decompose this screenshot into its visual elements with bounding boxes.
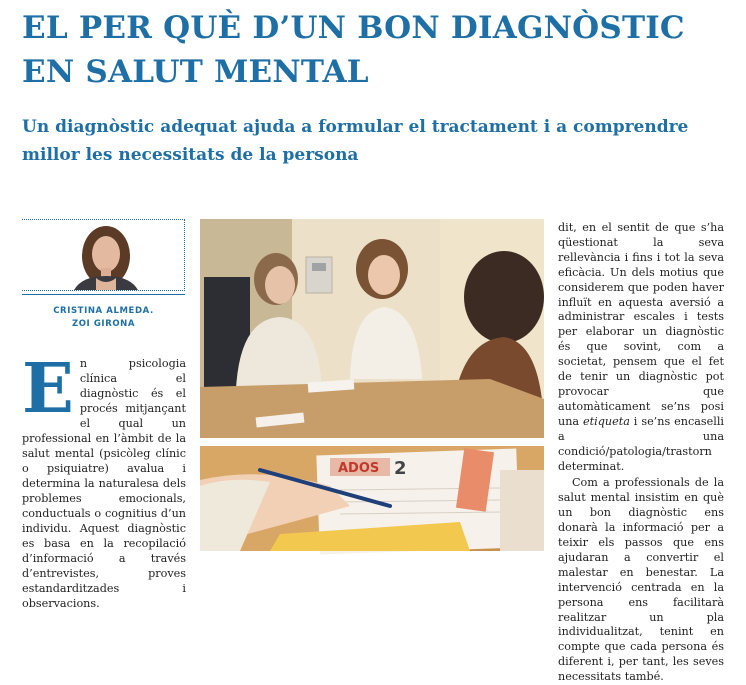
paragraph-1-text-a: dit, en el sentit de que s’ha qüestionat la seva rellevància i fins i tot la seva eficàcia. Un dels motius que considerem que poden haver influït en aquesta aversió a administrar escales i tests per elaborar un diagnòstic és que sovint, com a societat, pensem que el fet de tenir un diagnòstic pot provocar que automàticament se’ns posi una [558,221,724,428]
form-label: ADOS [338,461,380,476]
author-portrait-image [22,220,184,290]
author-divider [22,294,185,295]
drop-cap: E [22,349,74,429]
body-paragraph-2: Com a professionals de la salut mental insistim en què un bon diagnòstic ens donarà la informació per a teixir els passos que ens ajudaran a convertir el malestar en benestar. La intervenció centrada en la persona ens facilitarà realitzar un pla individualitzat, tenint en compte que cada persona és diferent i, per tant, les seves necessitats també. [558,476,724,684]
author-name-2: ZOI GIRONA [71,319,136,329]
paragraph-1-text-b: i se’ns encaselli a una condició/patologia/trastorn determinat. [558,414,724,473]
body-column-1-text: n psicologia clínica el diagnòstic és el procés mitjançant el qual un professional en l’àmbit de la salut mental (psicòleg clínic o psiquiatre) avalua i determina la naturalesa dels problemes emocionals, conductuals o cognitius d’un individu. Aquest diagnòstic es basa en la recopilació d’informació a través d’entrevistes, proves estandarditzades i observacions. [22,357,186,610]
secondary-photo [200,446,544,551]
body-column-1 [22,349,186,610]
article-headline: EL PER QUÈ D’UN BON DIAGNÒSTIC EN SALUT MENTAL [22,10,685,90]
form-number: 2 [394,458,407,479]
main-photo [200,219,544,438]
body-paragraph-1 [558,221,724,474]
main-photo-image [200,219,544,438]
author-portrait [22,219,185,291]
paragraph-1-emphasis: etiqueta [583,414,630,428]
author-credit [22,305,185,331]
secondary-photo-image [200,446,544,551]
author-name-1: CRISTINA ALMEDA. [53,306,154,316]
body-column-3 [558,221,724,684]
article-subtitle: Un diagnòstic adequat ajuda a formular el tractament i a comprendre millor les necessitats de la persona [22,117,689,165]
